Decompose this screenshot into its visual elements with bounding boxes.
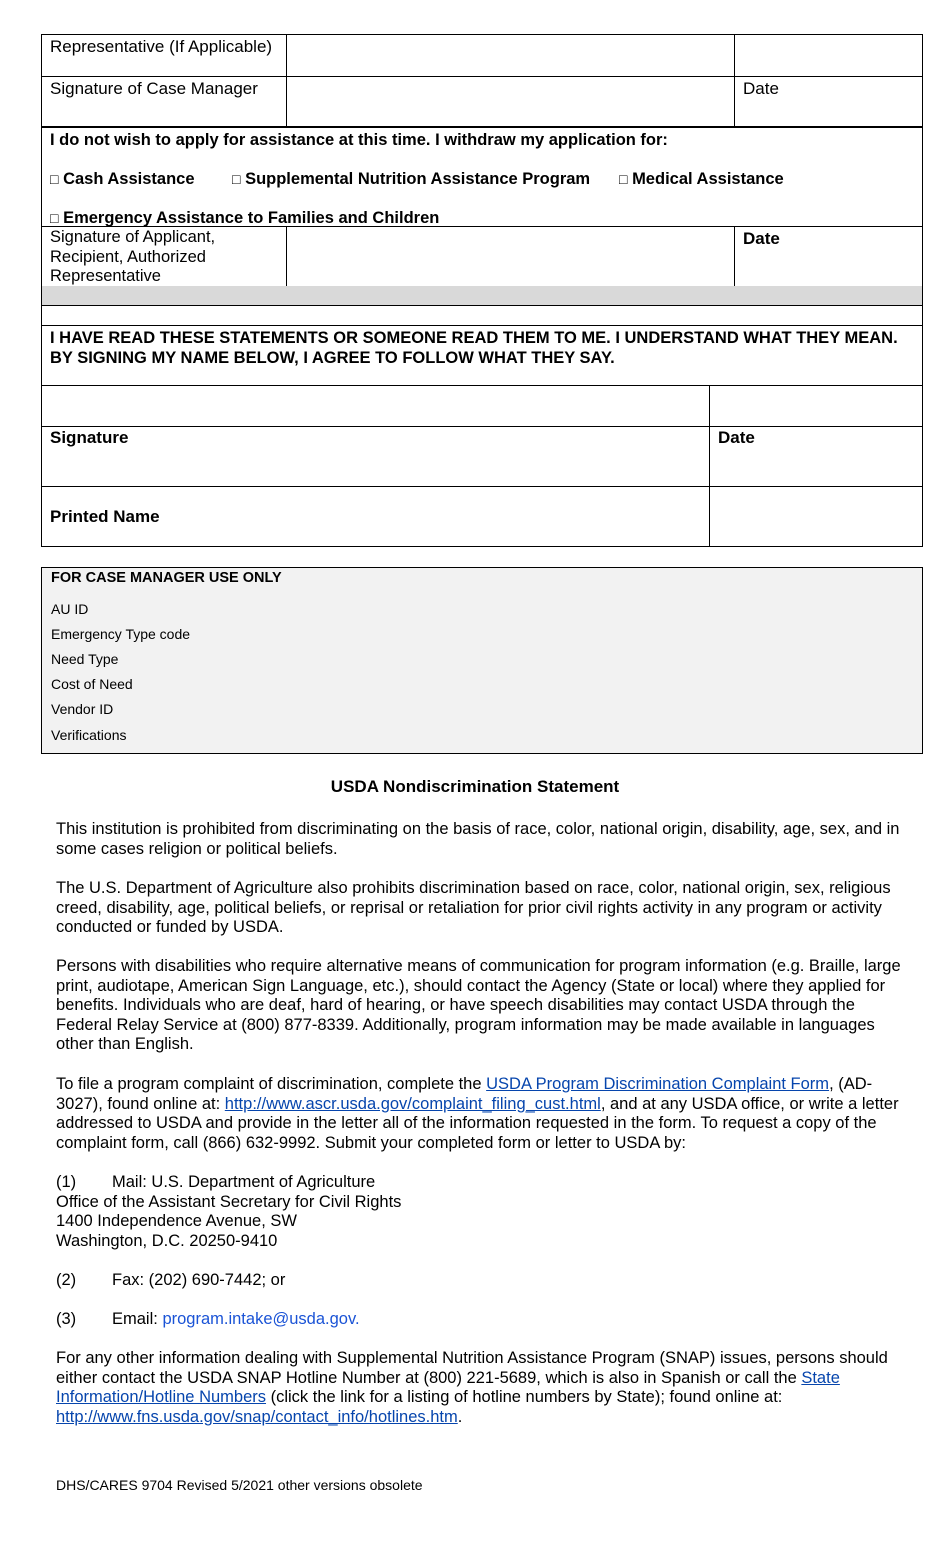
case-manager-heading: FOR CASE MANAGER USE ONLY xyxy=(51,570,282,586)
withdraw-heading: I do not wish to apply for assistance at this time. I withdraw my application for: xyxy=(50,131,668,149)
hotline-numbers-link[interactable]: State Information/Hotline Numbers xyxy=(56,1368,840,1407)
signature-date-field[interactable] xyxy=(710,386,923,427)
email-item xyxy=(56,1310,906,1330)
printed-name-label: Printed Name xyxy=(50,506,160,526)
case-manager-signature-field[interactable] xyxy=(287,77,735,127)
applicant-sig-label: Signature of Applicant, Recipient, Authorized Representative xyxy=(50,228,216,285)
address-line-1: Office of the Assistant Secretary for Civil Rights xyxy=(56,1192,402,1211)
fax-item xyxy=(56,1271,906,1291)
email-link[interactable]: program.intake@usda.gov. xyxy=(162,1310,360,1328)
checkbox-medical-assistance[interactable]: □ xyxy=(619,171,628,187)
option-label: Cash Assistance xyxy=(63,170,195,188)
hotlines-url-link[interactable]: http://www.fns.usda.gov/snap/contact_info/hotlines.htm xyxy=(56,1407,458,1426)
applicant-signature-field[interactable] xyxy=(287,227,735,288)
p4-text-a: To file a program complaint of discrimination, complete the xyxy=(56,1075,487,1093)
signature-label: Signature xyxy=(50,428,129,447)
nondiscrimination-paragraph-1: This institution is prohibited from discriminating on the basis of race, color, national origin, disability, age, sex, and in some cases religion or political beliefs. xyxy=(56,820,900,858)
signature-date-label-cell xyxy=(710,427,923,487)
nondiscrimination-title: USDA Nondiscrimination Statement xyxy=(330,777,620,796)
p4-text-b: , (AD-3027), found online at: xyxy=(56,1075,873,1113)
option-snap[interactable] xyxy=(232,169,590,189)
case-manager-date-cell[interactable] xyxy=(735,77,923,127)
p5-text-b: (click the link for a listing of hotline numbers by State); found online at: xyxy=(266,1388,783,1407)
agreement-statement-box xyxy=(41,325,923,386)
nondiscrimination-paragraph-5 xyxy=(56,1349,906,1427)
option-medical-assistance[interactable] xyxy=(619,169,784,189)
case-manager-item-need-type: Need Type xyxy=(51,651,119,667)
nondiscrimination-paragraph-2: The U.S. Department of Agriculture also prohibits discrimination based on race, color, national origin, sex, religious creed, disability, age, political beliefs, or reprisal or retaliation for prior civil rights activity in any program or activity conducted or funded by USDA. xyxy=(56,879,891,937)
withdraw-signature-table xyxy=(41,226,923,288)
checkbox-cash-assistance[interactable]: □ xyxy=(50,171,59,187)
p4-text-c: , and at any USDA office, or write a letter addressed to USDA and provide in the letter all of the information requested in the form. To request a copy of the complaint form, call (866) 632-9992. Submit your completed form or letter to USDA by: xyxy=(56,1094,899,1152)
printed-name-label-cell xyxy=(42,487,710,547)
nondiscrimination-paragraph-4 xyxy=(56,1075,906,1153)
signature-date-label: Date xyxy=(718,428,755,447)
address-line-2: 1400 Independence Avenue, SW xyxy=(56,1212,297,1231)
rep-label-cell xyxy=(42,35,287,77)
p5-text-c: . xyxy=(457,1407,463,1426)
signature-field[interactable] xyxy=(42,386,710,427)
p5-text-a: For any other information dealing with Supplemental Nutrition Assistance Program (SNAP) issues, persons should either contact the USDA SNAP Hotline Number at (800) 221-5689, which is also in Spanish or call the xyxy=(56,1349,888,1387)
agreement-signature-table xyxy=(41,385,923,547)
complaint-form-link[interactable]: USDA Program Discrimination Complaint Form xyxy=(486,1075,830,1093)
printed-name-field[interactable] xyxy=(710,487,923,547)
item2-number: (2) xyxy=(56,1271,77,1289)
signature-label-cell xyxy=(42,427,710,487)
case-manager-item-vendor-id: Vendor ID xyxy=(51,701,114,717)
case-manager-item-emergency-type: Emergency Type code xyxy=(51,626,191,642)
rep-date-field[interactable] xyxy=(735,35,923,77)
case-manager-item-cost-of-need: Cost of Need xyxy=(51,676,133,692)
checkbox-emergency-assistance[interactable]: □ xyxy=(50,210,59,226)
option-emergency-assistance[interactable] xyxy=(50,208,439,228)
case-manager-item-verifications: Verifications xyxy=(51,727,127,743)
applicant-date-cell[interactable] xyxy=(735,227,923,288)
complaint-filing-url-link[interactable]: http://www.ascr.usda.gov/complaint_filing_cust.html xyxy=(224,1094,601,1113)
address-line-3: Washington, D.C. 20250-9410 xyxy=(56,1231,278,1250)
case-manager-label: Signature of Case Manager xyxy=(50,79,258,98)
option-cash-assistance[interactable] xyxy=(50,169,195,189)
agreement-statement: I HAVE READ THESE STATEMENTS OR SOMEONE READ THEM TO ME. I UNDERSTAND WHAT THEY MEAN. BY SIGNING MY NAME BELOW, I AGREE TO FOLLOW WHAT THEY SAY. xyxy=(50,329,898,367)
applicant-sig-label-cell xyxy=(42,227,287,288)
case-manager-item-au-id: AU ID xyxy=(51,601,89,617)
item2-text: Fax: (202) 690-7442; or xyxy=(112,1271,286,1289)
item1-text: Mail: U.S. Department of Agriculture xyxy=(112,1173,376,1191)
option-label: Medical Assistance xyxy=(632,170,784,188)
option-label: Supplemental Nutrition Assistance Program xyxy=(245,170,591,188)
rep-signature-field[interactable] xyxy=(287,35,735,77)
mail-item xyxy=(56,1173,906,1251)
nondiscrimination-paragraph-3: Persons with disabilities who require alternative means of communication for program information (e.g. Braille, large print, audiotape, American Sign Language, etc.), should contact the Agency (State or local) where they applied for benefits. Individuals who are deaf, hard of hearing, or have speech disabilities may contact USDA through the Federal Relay Service at (800) 877-8339. Additionally, program information may be made available in languages other than English. xyxy=(56,957,901,1054)
option-label: Emergency Assistance to Families and Children xyxy=(63,209,440,227)
top-signature-table xyxy=(41,34,923,127)
gray-separator xyxy=(41,286,923,306)
case-manager-label-cell xyxy=(42,77,287,127)
checkbox-snap[interactable]: □ xyxy=(232,171,241,187)
item1-number: (1) xyxy=(56,1173,77,1191)
case-manager-box xyxy=(41,567,923,754)
item3-number: (3) xyxy=(56,1310,77,1328)
form-footer: DHS/CARES 9704 Revised 5/2021 other versions obsolete xyxy=(56,1477,423,1493)
item3-label: Email: xyxy=(112,1310,163,1328)
blank-row xyxy=(41,305,923,326)
applicant-date-label: Date xyxy=(743,229,780,248)
rep-label: Representative (If Applicable) xyxy=(50,37,273,56)
withdraw-section xyxy=(41,126,923,227)
case-manager-date-label: Date xyxy=(743,79,779,98)
